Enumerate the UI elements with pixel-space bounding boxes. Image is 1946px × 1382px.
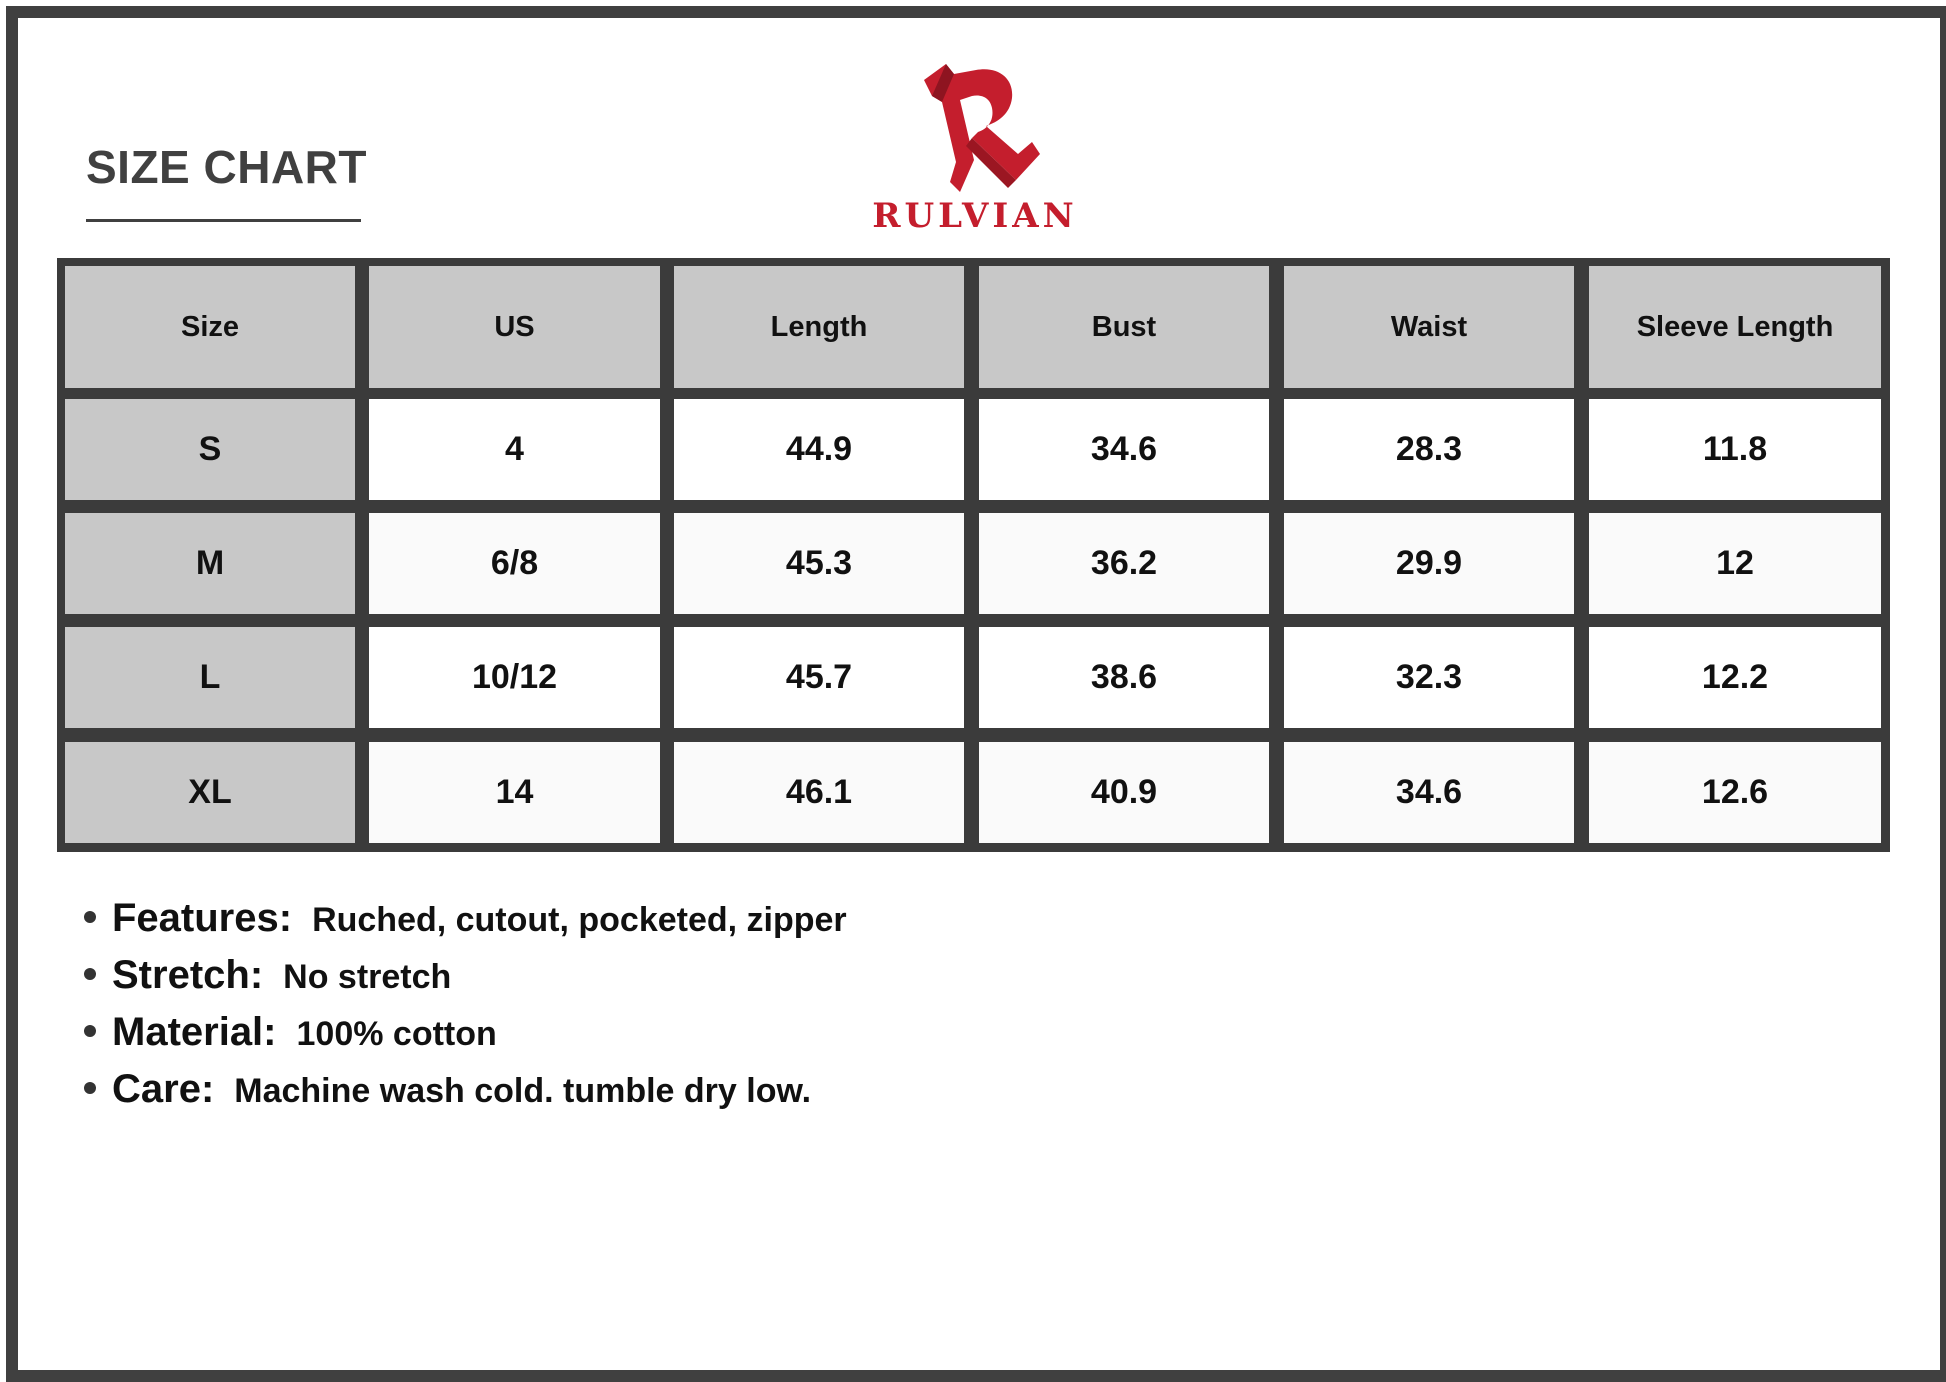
product-details — [84, 896, 847, 1124]
detail-label: Stretch: — [112, 953, 264, 997]
header-cell-size: Size — [65, 266, 355, 388]
detail-features — [84, 896, 847, 953]
header-cell-bust: Bust — [979, 266, 1269, 388]
bullet-icon — [84, 1025, 96, 1037]
table-cell: 45.3 — [674, 513, 964, 614]
table-cell: 11.8 — [1589, 399, 1881, 500]
table-cell: 12.6 — [1589, 742, 1881, 843]
header-cell-length: Length — [674, 266, 964, 388]
table-cell: 34.6 — [979, 399, 1269, 500]
table-cell: 34.6 — [1284, 742, 1574, 843]
bullet-icon — [84, 968, 96, 980]
table-cell: 28.3 — [1284, 399, 1574, 500]
table-cell: 46.1 — [674, 742, 964, 843]
page-title: SIZE CHART — [86, 141, 367, 193]
row-size-cell: XL — [65, 742, 355, 843]
table-cell: 6/8 — [369, 513, 660, 614]
bullet-icon — [84, 1082, 96, 1094]
detail-value: No stretch — [283, 958, 452, 996]
table-cell: 29.9 — [1284, 513, 1574, 614]
table-cell: 40.9 — [979, 742, 1269, 843]
header-cell-sleeve-length: Sleeve Length — [1589, 266, 1881, 388]
detail-label: Features: — [112, 896, 293, 940]
rulvian-r-logo-icon — [916, 62, 1040, 194]
size-table — [57, 258, 1890, 852]
row-size-cell: M — [65, 513, 355, 614]
header-cell-waist: Waist — [1284, 266, 1574, 388]
bullet-icon — [84, 911, 96, 923]
detail-value: Ruched, cutout, pocketed, zipper — [312, 901, 847, 939]
table-cell: 12.2 — [1589, 627, 1881, 728]
table-cell: 10/12 — [369, 627, 660, 728]
title-underline — [86, 219, 361, 222]
detail-label: Care: — [112, 1067, 215, 1111]
table-cell: 45.7 — [674, 627, 964, 728]
detail-care — [84, 1067, 847, 1124]
detail-material — [84, 1010, 847, 1067]
header-cell-us: US — [369, 266, 660, 388]
table-cell: 32.3 — [1284, 627, 1574, 728]
table-cell: 4 — [369, 399, 660, 500]
brand-name: RULVIAN — [872, 196, 1078, 236]
detail-stretch — [84, 953, 847, 1010]
detail-value: 100% cotton — [296, 1015, 497, 1053]
table-cell: 14 — [369, 742, 660, 843]
table-cell: 12 — [1589, 513, 1881, 614]
table-cell: 36.2 — [979, 513, 1269, 614]
table-cell: 38.6 — [979, 627, 1269, 728]
table-cell: 44.9 — [674, 399, 964, 500]
row-size-cell: L — [65, 627, 355, 728]
detail-label: Material: — [112, 1010, 277, 1054]
row-size-cell: S — [65, 399, 355, 500]
detail-value: Machine wash cold. tumble dry low. — [234, 1072, 812, 1110]
